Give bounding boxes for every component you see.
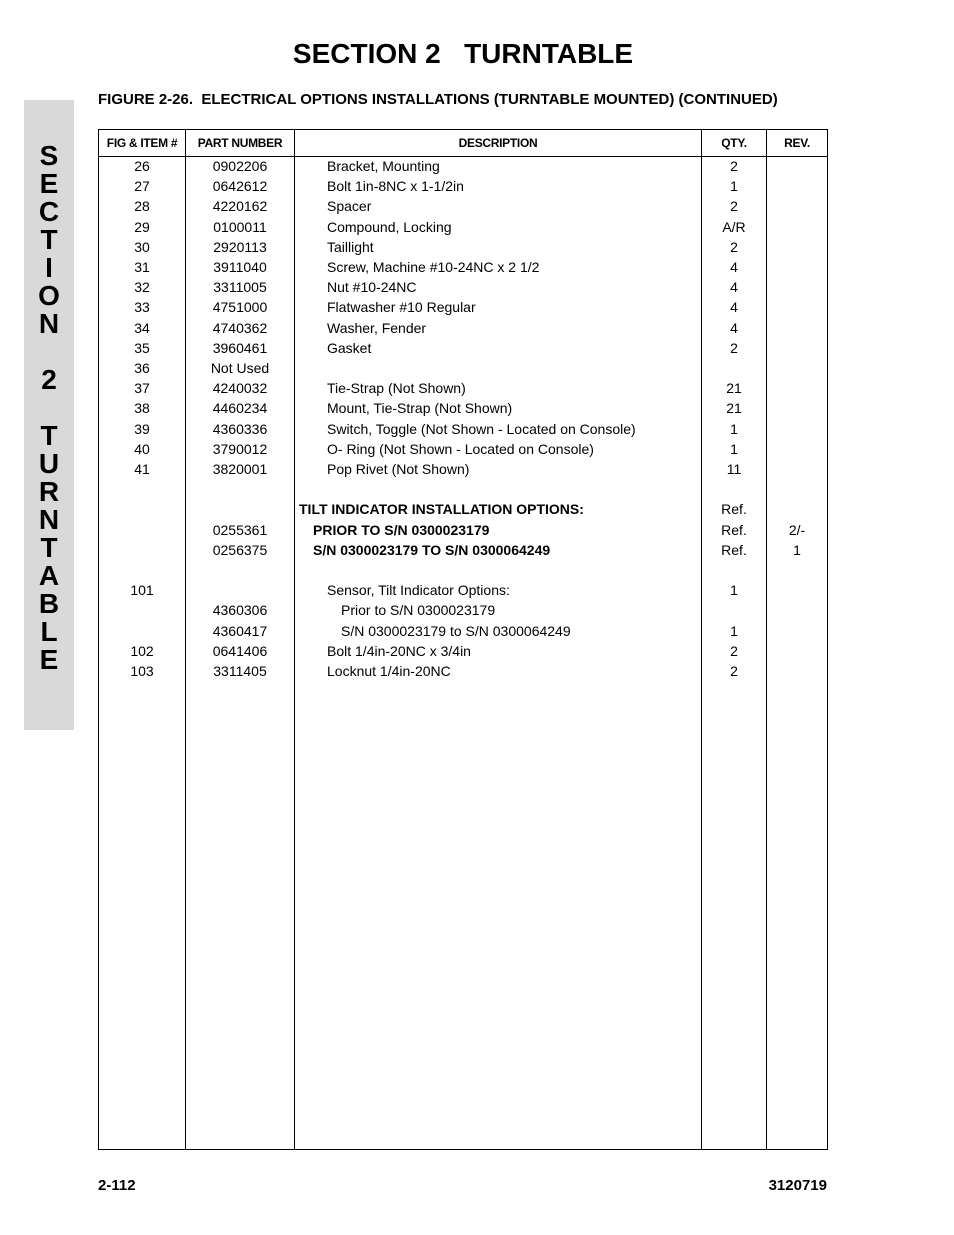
table-cell-fig: 28	[134, 198, 150, 215]
table-cell-part: 4360306	[212, 602, 268, 619]
table-cell-desc: Pop Rivet (Not Shown)	[327, 461, 470, 477]
table-cell-qty: 4	[730, 259, 738, 275]
table-cell-fig: 41	[134, 461, 150, 477]
table-cell-part: 4751000	[212, 299, 268, 316]
table-cell-fig: 36	[134, 360, 150, 376]
table-cell-part: 0255361	[212, 521, 268, 538]
figure-title: FIGURE 2-26. ELECTRICAL OPTIONS INSTALLATIONS (TURNTABLE MOUNTED) (CONTINUED)	[98, 91, 778, 108]
table-cell-fig: 26	[134, 158, 150, 174]
table-cell-desc: S/N 0300023179 TO S/N 0300064249	[313, 541, 551, 558]
table-cell-fig: 35	[134, 339, 150, 356]
table-cell-qty: 2	[730, 663, 738, 679]
table-cell-desc: Locknut 1/4in-20NC	[327, 663, 451, 679]
side-tab-letter: C	[38, 196, 60, 227]
table-cell-part: 3311005	[213, 279, 267, 296]
side-tab-letter: S	[39, 140, 59, 171]
column-header-rev: REV.	[784, 136, 810, 150]
table-cell-fig: 30	[134, 238, 150, 255]
side-section-tab	[24, 100, 74, 730]
table-cell-part: 4240032	[212, 380, 268, 397]
table-cell-part: 0641406	[212, 642, 268, 659]
table-cell-rev: 1	[793, 541, 801, 558]
table-cell-part: 3790012	[212, 440, 268, 457]
table-cell-desc: Switch, Toggle (Not Shown - Located on Console)	[327, 420, 636, 437]
table-cell-fig: 31	[134, 259, 150, 275]
table-cell-qty: 11	[726, 461, 742, 477]
table-cell-part: 3911040	[213, 259, 267, 275]
table-cell-part: 4740362	[212, 319, 268, 336]
table-cell-desc: Flatwasher #10 Regular	[327, 299, 476, 316]
table-cell-desc: TILT INDICATOR INSTALLATION OPTIONS:	[299, 501, 584, 518]
table-cell-qty: Ref.	[721, 501, 747, 518]
table-cell-fig: 37	[134, 380, 150, 397]
table-cell-desc: Sensor, Tilt Indicator Options:	[327, 582, 510, 599]
table-cell-fig: 40	[134, 440, 150, 457]
table-cell-fig: 34	[134, 319, 150, 336]
table-cell-qty: 1	[730, 622, 738, 639]
side-tab-letter: E	[39, 168, 59, 199]
table-cell-qty: A/R	[722, 218, 746, 235]
table-cell-qty: 2	[730, 238, 738, 255]
table-cell-fig: 29	[134, 218, 150, 235]
table-cell-fig: 101	[130, 582, 154, 599]
table-cell-qty: 1	[730, 420, 738, 437]
side-tab-letter: N	[38, 504, 60, 535]
table-cell-fig: 38	[134, 400, 150, 417]
table-cell-fig: 27	[134, 178, 150, 195]
table-cell-part: 4220162	[212, 198, 268, 215]
table-cell-qty: 2	[730, 198, 738, 215]
section-title: SECTION 2 TURNTABLE	[292, 38, 634, 69]
side-tab-letter: U	[38, 448, 60, 479]
table-cell-part: Not Used	[210, 360, 270, 376]
table-cell-part: 2920113	[213, 238, 267, 255]
table-cell-fig: 102	[130, 642, 154, 659]
table-cell-qty: Ref.	[721, 521, 747, 538]
table-cell-desc: Screw, Machine #10-24NC x 2 1/2	[327, 259, 540, 275]
table-cell-qty: Ref.	[721, 541, 747, 558]
table-cell-desc: Bracket, Mounting	[327, 158, 440, 174]
side-tab-letter: N	[38, 308, 60, 339]
side-tab-letter: T	[40, 224, 58, 255]
column-header-fig: FIG & ITEM #	[106, 136, 178, 150]
table-cell-desc: Compound, Locking	[327, 218, 452, 235]
side-tab-letter: I	[45, 252, 53, 283]
table-cell-part: 0642612	[212, 178, 268, 195]
document-number: 3120719	[768, 1177, 827, 1194]
table-cell-fig: 39	[134, 420, 150, 437]
table-cell-part: 0100011	[213, 218, 267, 235]
table-cell-desc: Prior to S/N 0300023179	[341, 602, 496, 619]
table-cell-part: 4360336	[212, 420, 268, 437]
column-header-qty: QTY.	[721, 136, 747, 150]
table-cell-qty: 2	[730, 158, 738, 174]
table-cell-part: 0256375	[212, 541, 268, 558]
column-header-part: PART NUMBER	[197, 136, 283, 150]
side-tab-letter: T	[40, 532, 58, 563]
table-cell-desc: O- Ring (Not Shown - Located on Console)	[327, 440, 594, 457]
table-cell-desc: Spacer	[327, 198, 372, 215]
parts-table	[98, 129, 828, 1150]
table-cell-part: 3311405	[213, 663, 267, 679]
table-cell-part: 0902206	[212, 158, 268, 174]
table-cell-qty: 1	[730, 440, 738, 457]
side-tab-letter: 2	[41, 364, 57, 395]
table-cell-qty: 1	[730, 582, 738, 599]
table-cell-qty: 2	[730, 642, 738, 659]
table-cell-part: 4460234	[212, 400, 268, 417]
table-cell-desc: Nut #10-24NC	[327, 279, 417, 296]
side-tab-letter: L	[40, 616, 58, 647]
side-tab-letter: B	[38, 588, 60, 619]
table-cell-part: 4360417	[212, 622, 268, 639]
page-number: 2-112	[98, 1177, 136, 1194]
table-cell-desc: Bolt 1in-8NC x 1-1/2in	[327, 178, 464, 195]
table-cell-desc: Tie-Strap (Not Shown)	[327, 380, 466, 397]
table-cell-desc: Gasket	[327, 339, 372, 356]
table-cell-part: 3960461	[212, 339, 268, 356]
table-cell-desc: S/N 0300023179 to S/N 0300064249	[341, 622, 571, 639]
table-cell-desc: Washer, Fender	[327, 319, 427, 336]
table-cell-part: 3820001	[212, 461, 268, 477]
side-tab-letter: E	[39, 644, 59, 675]
table-cell-qty: 1	[730, 178, 738, 195]
table-cell-fig: 103	[130, 663, 154, 679]
table-cell-desc: Taillight	[327, 238, 374, 255]
table-cell-qty: 2	[730, 339, 738, 356]
table-cell-qty: 21	[726, 400, 742, 417]
column-header-description: DESCRIPTION	[458, 136, 538, 150]
column-divider	[766, 130, 767, 1149]
side-tab-letter: O	[38, 280, 60, 311]
side-tab-letter: T	[40, 420, 58, 451]
table-cell-desc: PRIOR TO S/N 0300023179	[313, 521, 490, 538]
table-cell-desc: Bolt 1/4in-20NC x 3/4in	[327, 642, 471, 659]
table-cell-desc: Mount, Tie-Strap (Not Shown)	[327, 400, 513, 417]
table-cell-fig: 33	[134, 299, 150, 316]
side-tab-letter: A	[38, 560, 60, 591]
table-cell-rev: 2/-	[788, 521, 806, 538]
table-cell-fig: 32	[134, 279, 150, 296]
table-cell-qty: 4	[730, 319, 738, 336]
table-cell-qty: 4	[730, 279, 738, 296]
table-cell-qty: 4	[730, 299, 738, 316]
side-tab-letter: R	[38, 476, 60, 507]
table-cell-qty: 21	[726, 380, 742, 397]
